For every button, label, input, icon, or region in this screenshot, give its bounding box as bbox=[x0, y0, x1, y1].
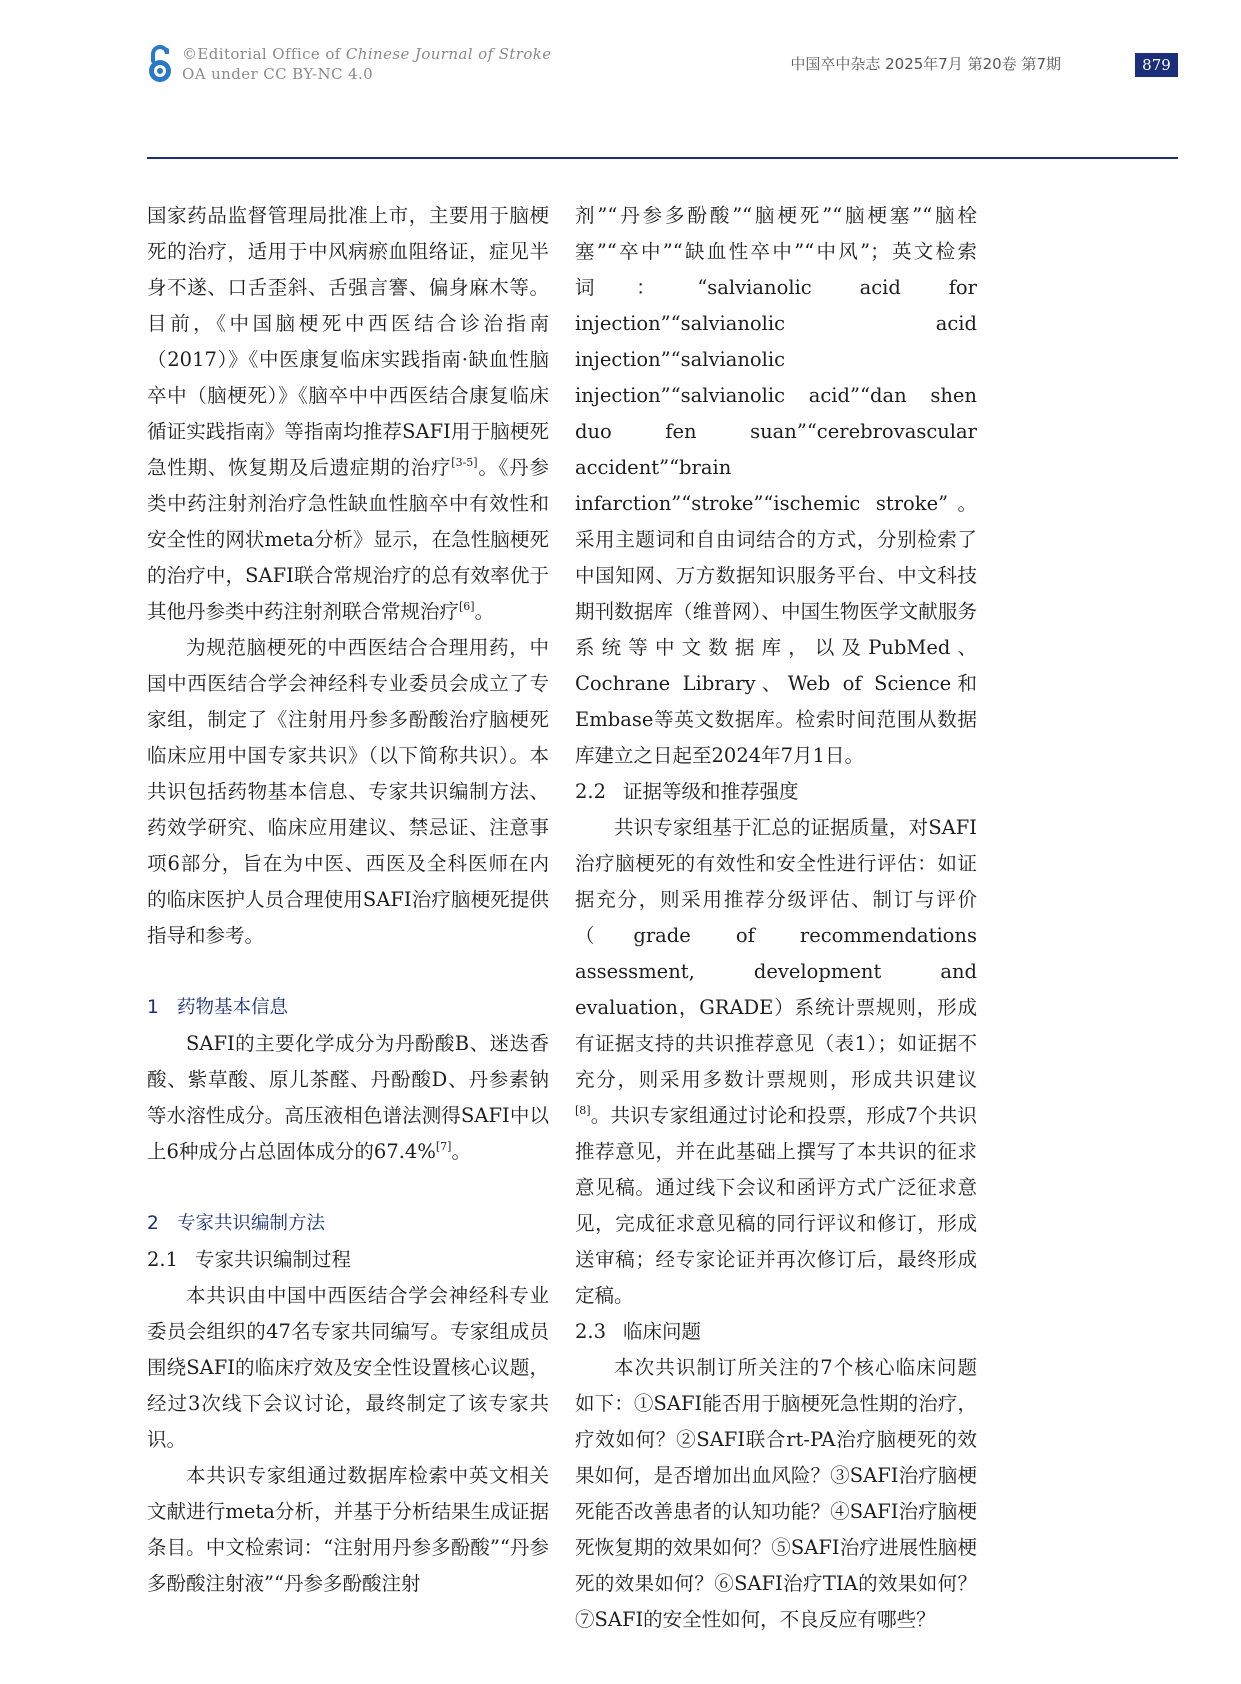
citation: [6] bbox=[459, 600, 475, 613]
left-column bbox=[147, 198, 549, 1602]
citation: [3-5] bbox=[451, 456, 478, 469]
subsection-heading: 2.1 专家共识编制过程 bbox=[147, 1248, 352, 1271]
right-column bbox=[575, 198, 977, 1638]
page-number: 879 bbox=[1135, 53, 1178, 77]
journal-info: 中国卒中杂志 2025年7月 第20卷 第7期 bbox=[790, 55, 1061, 73]
paragraph: 本共识由中国中西医结合学会神经科专业委员会组织的47名专家共同编写。专家组成员围绕SAFI的临床疗效及安全性设置核心议题，经过3次线下会议讨论，最终制定了该专家共识。 bbox=[147, 1284, 549, 1451]
section-heading: 2 专家共识编制方法 bbox=[147, 1213, 326, 1234]
page-header bbox=[0, 0, 1241, 160]
paragraph: 剂”“丹参多酚酸”“脑梗死”“脑梗塞”“脑栓塞”“卒中”“缺血性卒中”“中风”；英文检索词：“salvianolic acid for injection”“salvianolic acid injection”“salvianolic injection”“salvianolic acid”“dan shen duo fen suan”“cerebrovascular accident”“brain infarction”“stroke”“ischemic stroke”。采用主题词和自由词结合的方式，分别检索了中国知网、万方数据知识服务平台、中文科技期刊数据库（维普网）、中国生物医学文献服务系统等中文数据库，以及PubMed、Cochrane Library、Web of Science和Embase等英文数据库。检索时间范围从数据库建立之日起至2024年7月1日。 bbox=[575, 204, 977, 767]
subsection-heading: 2.2 证据等级和推荐强度 bbox=[575, 780, 799, 803]
paragraph: 本次共识制订所关注的7个核心临床问题如下：①SAFI能否用于脑梗死急性期的治疗，疗效如何？②SAFI联合rt-PA治疗脑梗死的效果如何，是否增加出血风险？③SAFI治疗脑梗死能否改善患者的认知功能？④SAFI治疗脑梗死恢复期的效果如何？⑤SAFI治疗进展性脑梗死的效果如何？⑥SAFI治疗TIA的效果如何？⑦SAFI的安全性如何，不良反应有哪些？ bbox=[575, 1356, 977, 1631]
citation: [7] bbox=[435, 1140, 452, 1153]
paragraph: 国家药品监督管理局批准上市，主要用于脑梗死的治疗，适用于中风病瘀血阻络证，症见半身不遂、口舌歪斜、舌强言謇、偏身麻木等。目前，《中国脑梗死中西医结合诊治指南（2017）》《中医康复临床实践指南·缺血性脑卒中（脑梗死）》《脑卒中中西医结合康复临床循证实践指南》等指南均推荐SAFI用于脑梗死急性期、恢复期及后遗症期的治疗[3-5]。《丹参类中药注射剂治疗急性缺血性脑卒中有效性和安全性的网状meta分析》显示，在急性脑梗死的治疗中，SAFI联合常规治疗的总有效率优于其他丹参类中药注射剂联合常规治疗[6]。 bbox=[147, 204, 549, 623]
paragraph: SAFI的主要化学成分为丹酚酸B、迷迭香酸、紫草酸、原儿茶醛、丹酚酸D、丹参素钠等水溶性成分。高压液相色谱法测得SAFI中以上6种成分占总固体成分的67.4%[7]。 bbox=[147, 1032, 549, 1163]
journal-name: Chinese Journal of Stroke bbox=[345, 45, 552, 63]
citation: [8] bbox=[575, 1104, 591, 1117]
license-text: ©Editorial Office of Chinese Journal of Stroke OA under CC BY-NC 4.0 bbox=[182, 45, 552, 83]
subsection-heading: 2.3 临床问题 bbox=[575, 1320, 702, 1343]
open-access-lock-icon bbox=[146, 44, 174, 84]
paragraph: 为规范脑梗死的中西医结合合理用药，中国中西医结合学会神经科专业委员会成立了专家组，制定了《注射用丹参多酚酸治疗脑梗死临床应用中国专家共识》（以下简称共识）。本共识包括药物基本信息、专家共识编制方法、药效学研究、临床应用建议、禁忌证、注意事项6部分，旨在为中医、西医及全科医师在内的临床医护人员合理使用SAFI治疗脑梗死提供指导和参考。 bbox=[147, 636, 549, 947]
license-line: OA under CC BY-NC 4.0 bbox=[182, 65, 374, 83]
paragraph: 本共识专家组通过数据库检索中英文相关文献进行meta分析，并基于分析结果生成证据条目。中文检索词：“注射用丹参多酚酸”“丹参多酚酸注射液”“丹参多酚酸注射 bbox=[147, 1464, 549, 1595]
paragraph: 共识专家组基于汇总的证据质量，对SAFI治疗脑梗死的有效性和安全性进行评估：如证据充分，则采用推荐分级评估、制订与评价（grade of recommendations assessment, development and evaluation，GRADE）系统计票规则，形成有证据支持的共识推荐意见（表1）；如证据不充分，则采用多数计票规则，形成共识建议[8]。共识专家组通过讨论和投票，形成7个共识推荐意见，并在此基础上撰写了本共识的征求意见稿。通过线下会议和函评方式广泛征求意见，完成征求意见稿的同行评议和修订，形成送审稿；经专家论证并再次修订后，最终形成定稿。 bbox=[575, 816, 977, 1307]
header-rule bbox=[147, 157, 1178, 159]
section-heading: 1 药物基本信息 bbox=[147, 997, 289, 1018]
